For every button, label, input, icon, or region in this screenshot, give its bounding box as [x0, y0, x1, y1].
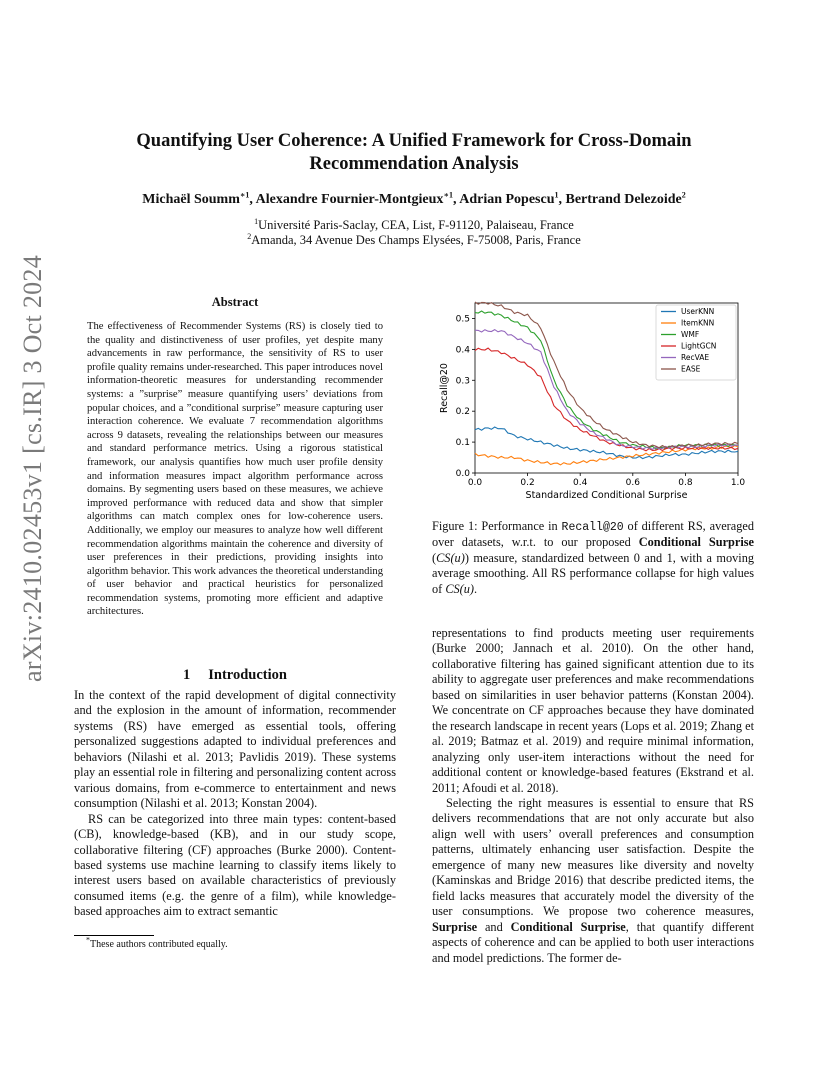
legend-label: WMF [681, 330, 700, 339]
affiliation-2 [80, 233, 748, 248]
x-tick-label: 0.0 [467, 478, 483, 488]
x-tick-label: 0.2 [520, 478, 535, 488]
right-p2-part-a: Selecting the right measures is essential to ensure that RS delivers recommendations that are not only accurate but also align well with users’ overall preferences and consumption patterns, ultimately enhancing user satisfaction. Despite the emergence of many new measures like diversity and novelty (Kaminskas and Bridge 2016) that describe predicted items, the field lacks measures that accurately model the diversity of the user consumptions. We propose two coherence measures, [432, 795, 754, 919]
series-line-userknn [475, 427, 738, 459]
caption-part-a: of different RS, averaged over datasets, w.r.t. to our proposed [432, 519, 754, 550]
affiliation-mark: 1 [254, 216, 259, 226]
footnote [86, 935, 228, 950]
author-list: Michaël Soumm$^{∗1}$, Alexandre Fournier-Montgieux$^{∗1}$, Adrian Popescu$^1$, Bertrand Delezoide$^2$ [142, 190, 686, 207]
caption-bold: Conditional Surprise [638, 535, 754, 550]
legend-label: RecVAE [681, 353, 710, 362]
y-tick-label: 0.4 [455, 345, 470, 356]
section-heading [74, 667, 396, 684]
intro-paragraph-1: In the context of the rapid development of digital connectivity and the explosion in the amount of information, recommender systems (RS) have emerged as essential tools, offering personalized suggestions adapted to individual preferences and behaviors (Nilashi et al. 2013; Pavlidis 2019). These systems play an essential role in filtering and personalizing content across various domains, from e-commerce to entertainment and news consumption (Nilashi et al. 2013; Konstan 2004). [74, 688, 397, 811]
y-tick-label: 0.5 [455, 314, 470, 325]
x-tick-label: 0.6 [625, 478, 640, 488]
y-axis-label: Recall@20 [439, 363, 450, 413]
surprise-term: Surprise [432, 919, 478, 934]
section-number: 1 [183, 667, 191, 683]
series-line-itemknn [475, 446, 738, 465]
title-line-1: Quantifying User Coherence: A Unified Framework for Cross-Domain [136, 131, 692, 151]
section-title: Introduction [208, 667, 287, 683]
x-tick-label: 0.8 [678, 478, 693, 488]
caption-math: CS(u) [436, 550, 465, 565]
x-axis-label: Standardized Conditional Surprise [525, 490, 688, 501]
right-paragraph-1: representations to find products meeting user requirements (Burke 2000; Jannach et al. 2010). On the other hand, collaborative filtering has gained significant attention due to its ability to aggregate user preferences and make recommendations based on similarities in user behavior patterns (Konstan 2004). We concentrate on CF approaches because they have dominated the research landscape in recent years (Lops et al. 2019; Zhang et al. 2019; Batmaz et al. 2019) and require minimal information, analyzing only user-item interactions without the need for additional content or knowledge-based features (Ekstrand et al. 2011; Afoudi et al. 2018). [432, 626, 754, 795]
intro-left-column [74, 688, 396, 920]
right-paragraph-2 [432, 796, 754, 966]
y-tick-label: 0.0 [455, 469, 470, 479]
y-tick-label: 0.3 [455, 376, 470, 387]
abstract-text: The effectiveness of Recommender Systems (RS) is closely tied to the quality and distinctiveness of user profiles, yet despite many advancements in raw performance, the sensitivity of RS to user profile quality remains under-researched. This paper introduces novel information-theoretic measures for understanding recommender systems: a ”surprise” measure quantifying users’ deviations from popular choices, and a ”conditional surprise” measure capturing user interaction coherence. We evaluate 7 recommendation algorithms across 9 datasets, revealing the relationships between our measures and standard performance metrics. Using a rigorous statistical framework, our analysis quantifies how much user profile density and information measures impact algorithm performance across domains. By segmenting users based on these measures, we achieve improved performance with reduced data and show that simpler algorithms can match complex ones for low-coherence users. Additionally, we employ our measures to analyze how well different recommendation algorithms maintain the coherence and diversity of user preferences in their predictions, providing insights into algorithm behavior. This work advances the theoretical understanding of user behavior and practical heuristics for personalized recommendation systems, promoting more efficient and adaptive architectures. [87, 321, 383, 618]
author-mark: 2 [681, 190, 686, 200]
author-name: Adrian Popescu [459, 192, 555, 207]
author-name: Michaël Soumm [142, 192, 240, 207]
figure-caption [432, 519, 754, 597]
title-line-2: Recommendation Analysis [309, 154, 519, 174]
author-mark: ∗1 [443, 190, 453, 200]
author-name: Alexandre Fournier-Montgieux [255, 192, 444, 207]
arxiv-id: arXiv:2410.02453v1 [cs.IR] 3 Oct 2024 [18, 254, 47, 682]
author-name: Bertrand Delezoide [565, 192, 682, 207]
right-p2-and: and [477, 919, 511, 934]
caption-metric: Recall@20 [561, 521, 624, 534]
author-mark: 1 [554, 190, 559, 200]
right-p2-part-c: , that quantify different aspects of coherence and can be applied to both user interactions and model predictions. The former de- [432, 919, 754, 965]
caption-part-d: . [474, 581, 478, 596]
recall-chart [430, 295, 760, 505]
caption-math-2: CS(u) [445, 581, 475, 596]
x-tick-label: 0.4 [573, 478, 588, 488]
intro-right-column [432, 626, 754, 966]
author-mark: ∗1 [239, 190, 250, 200]
legend-label: ItemKNN [681, 318, 715, 328]
conditional-surprise-term: Conditional Surprise [510, 919, 626, 934]
footnote-mark: * [86, 935, 90, 945]
affiliation-text: Université Paris-Saclay, CEA, List, F-91120, Palaiseau, France [258, 218, 574, 232]
chart-legend [656, 305, 736, 380]
abstract-heading: Abstract [211, 295, 259, 309]
caption-label: Figure 1: Performance in [432, 519, 562, 533]
caption-part-b: ( [432, 550, 437, 565]
legend-label: UserKNN [681, 307, 715, 316]
legend-label: EASE [681, 364, 701, 374]
footnote-text: These authors contributed equally. [90, 939, 228, 950]
legend-label: LightGCN [681, 341, 717, 351]
paper-title [80, 130, 748, 176]
x-tick-label: 1.0 [730, 478, 746, 488]
affiliation-1 [80, 218, 748, 233]
intro-paragraph-2: RS can be categorized into three main types: content-based (CB), knowledge-based (KB), and in our study scope, collaborative filtering (CF) approaches (Burke 2000). Content-based systems use machine learning to classify items likely to interest users based on available characteristics of previously consumed items (e.g. the genre of a film), while knowledge-based approaches aim to extract semantic [74, 811, 396, 919]
caption-part-c: ) measure, standardized between 0 and 1, with a moving average smoothing. All RS performance collapse for high values of [432, 550, 754, 596]
y-tick-label: 0.1 [455, 438, 470, 449]
affiliation-mark: 2 [247, 231, 252, 241]
arxiv-sidebar [14, 254, 54, 682]
affiliation-text: Amanda, 34 Avenue Des Champs Elysées, F-75008, Paris, France [251, 233, 581, 247]
y-tick-label: 0.2 [455, 407, 470, 418]
